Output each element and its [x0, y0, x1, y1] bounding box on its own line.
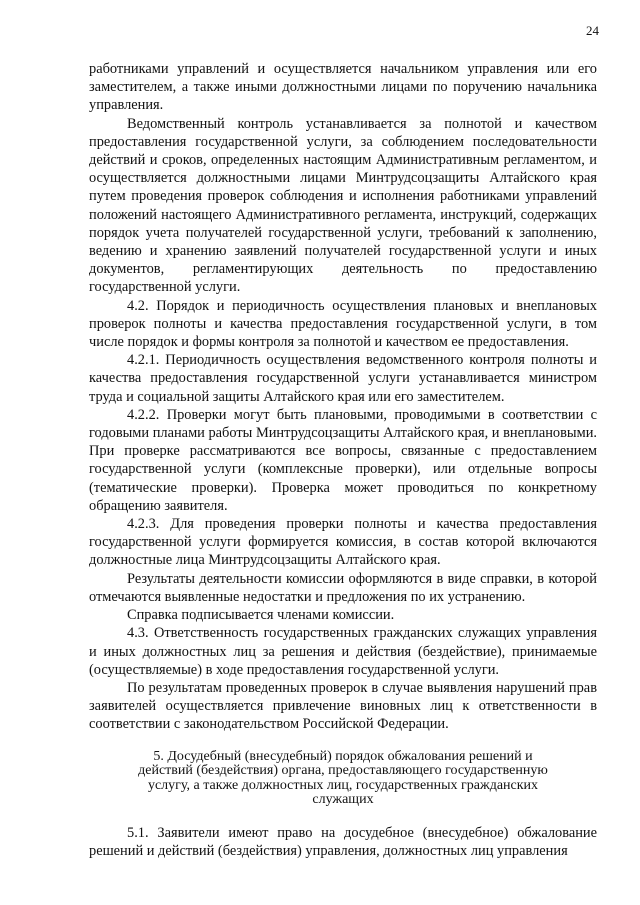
paragraph: 4.3. Ответственность государственных гражданских служащих управления и иных должностных лиц за решения и действия (бездействие), принимаемые (осуществляемые) в ходе предоставления государственной услуги.: [89, 625, 597, 678]
document-body: [89, 60, 597, 860]
paragraph: 4.2. Порядок и периодичность осуществления плановых и внеплановых проверок полноты и качества предоставления государственной услуги, в том числе порядок и формы контроля за полнотой и качеством ее предоставления.: [89, 297, 597, 351]
paragraph: Ведомственный контроль устанавливается за полнотой и качеством предоставления государственной услуги, за соблюдением последовательности действий и сроков, определенных настоящим Административным регламентом, и осуществляется должностными лицами Минтрудсоцзащиты Алтайского края путем проведения проверок соблюдения и исполнения работниками управлений положений настоящего Административного регламента, инструкций, содержащих порядок учета получателей государственной услуги, требований к заполнению, ведению и хранению заявлений получателей государственной услуги и иных документов, регламентирующих деятельность по предоставлению государственной услуги.: [89, 115, 597, 296]
paragraph: Результаты деятельности комиссии оформляются в виде справки, в которой отмечаются выявленные недостатки и предложения по их устранению.: [89, 570, 597, 605]
paragraph: 4.2.1. Периодичность осуществления ведомственного контроля полноты и качества предоставления государственной услуги устанавливается министром труда и социальной защиты Алтайского края или его заместителем.: [89, 352, 597, 405]
paragraph: Справка подписывается членами комиссии.: [127, 607, 395, 624]
section-heading: 5. Досудебный (внесудебный) порядок обжалования решений и действий (бездействия) органа, предоставляющего государственную услугу, а также должностных лиц, государственных гражданских служащих: [138, 748, 548, 808]
paragraph: 4.2.3. Для проведения проверки полноты и качества предоставления государственной услуги формируется комиссия, в состав которой включаются должностные лица Минтрудсоцзащиты Алтайского края.: [89, 516, 597, 569]
paragraph: 5.1. Заявители имеют право на досудебное (внесудебное) обжалование решений и действий (бездействия) управления, должностных лиц управления: [89, 824, 597, 859]
paragraph: По результатам проведенных проверок в случае выявления нарушений прав заявителей осуществляется привлечение виновных лиц к ответственности в соответствии с законодательством Российской Федерации.: [89, 679, 597, 733]
page-number: 24: [586, 23, 599, 38]
paragraph: 4.2.2. Проверки могут быть плановыми, проводимыми в соответствии с годовыми планами работы Минтрудсоцзащиты Алтайского края, и внеплановыми. При проверке рассматриваются все вопросы, связанные с предоставлением государственной услуги (комплексные проверки), или отдельные вопросы (тематические проверки). Проверка может проводиться по конкретному обращению заявителя.: [89, 406, 597, 514]
paragraph: работниками управлений и осуществляется начальником управления или его заместителем, а также иными должностными лицами по поручению начальника управления.: [89, 61, 597, 114]
